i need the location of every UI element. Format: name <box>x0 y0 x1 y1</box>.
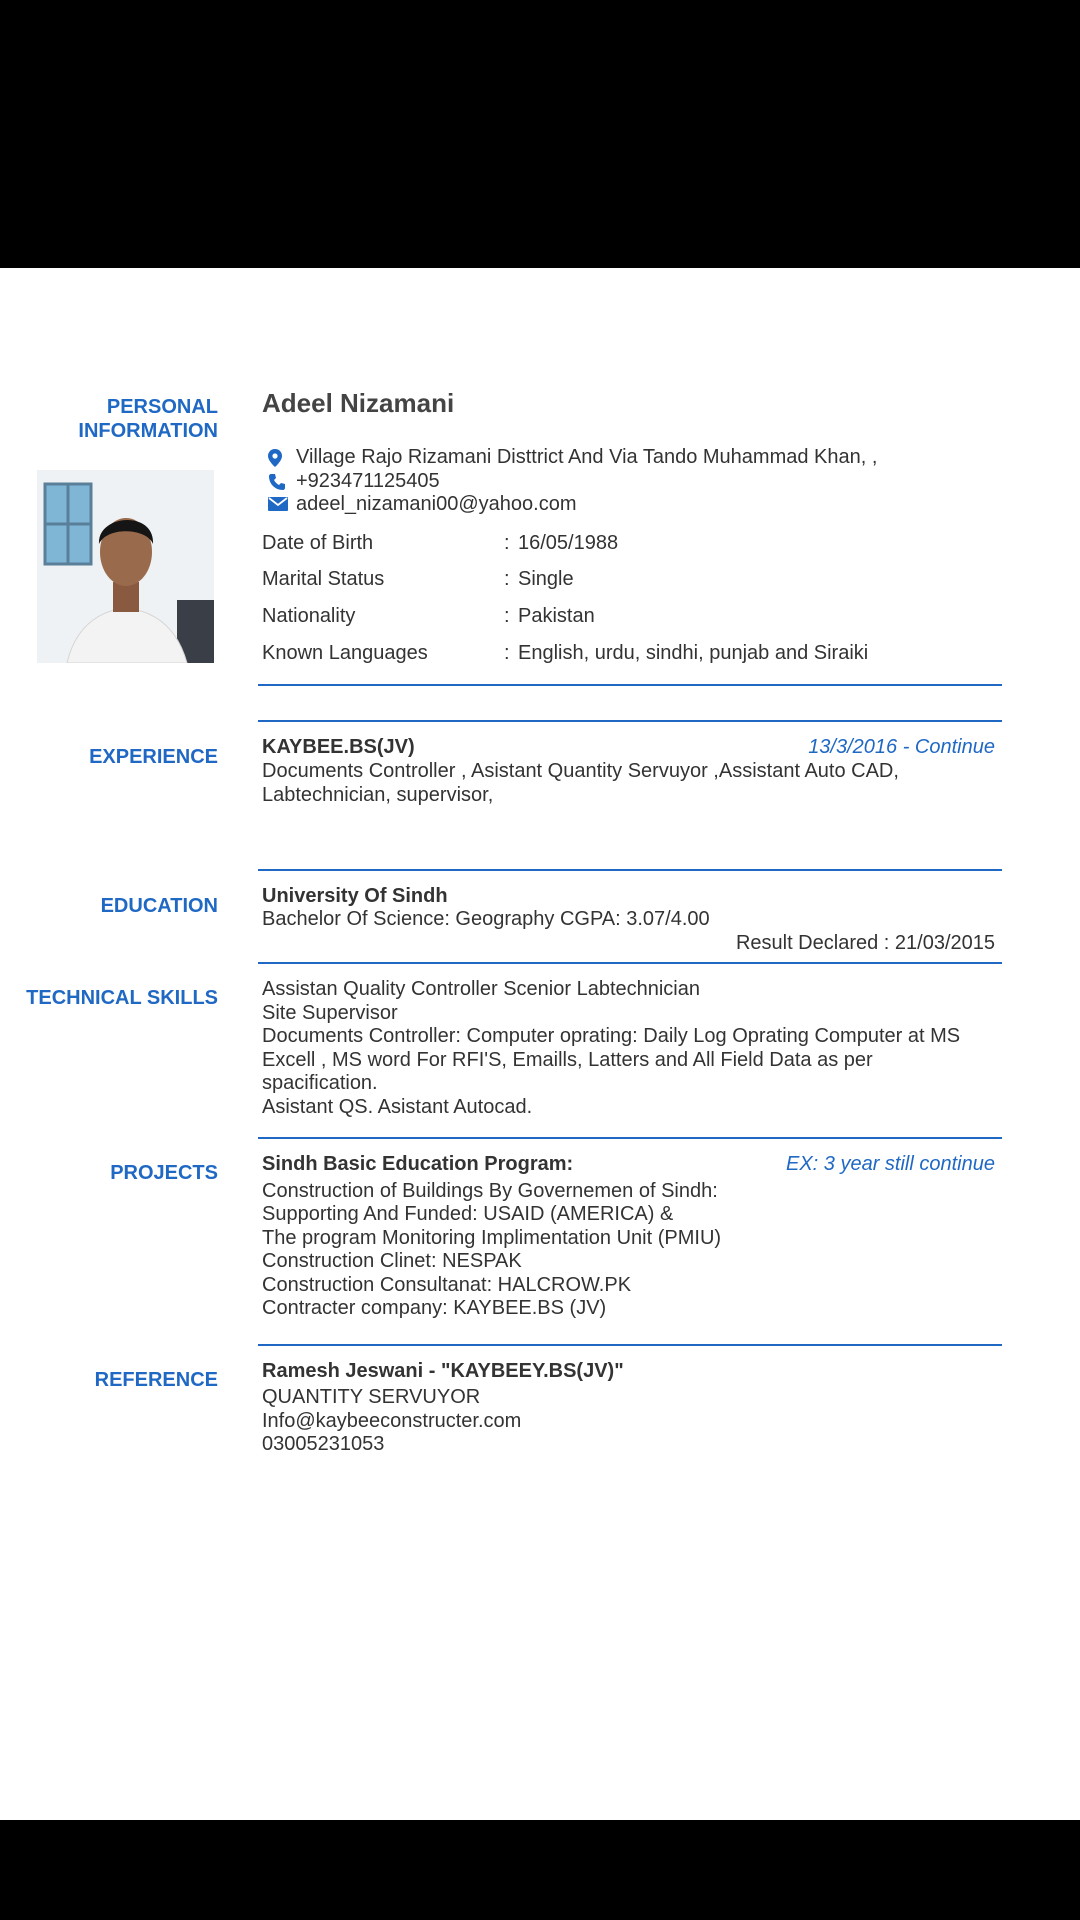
education-school: University Of Sindh <box>262 885 448 907</box>
project-line: Supporting And Funded: USAID (AMERICA) & <box>262 1203 674 1225</box>
divider <box>258 684 1002 686</box>
project-title: Sindh Basic Education Program: <box>262 1153 574 1175</box>
detail-value: English, urdu, sindhi, punjab and Siraiki <box>518 642 869 664</box>
detail-value: Pakistan <box>518 605 595 627</box>
project-line: Construction of Buildings By Governemen of Sindh: <box>262 1180 718 1202</box>
skills-line: Asistant QS. Asistant Autocad. <box>262 1096 533 1118</box>
skills-line: Documents Controller: Computer oprating: Daily Log Oprating Computer at MS <box>262 1025 961 1047</box>
section-label-projects: PROJECTS <box>110 1162 218 1184</box>
phone-text: +923471125405 <box>296 470 440 492</box>
experience-line: Documents Controller , Asistant Quantity Servuyor ,Assistant Auto CAD, <box>262 760 899 782</box>
experience-dates: 13/3/2016 - Continue <box>808 736 995 758</box>
detail-value: 16/05/1988 <box>518 532 619 554</box>
person-name: Adeel Nizamani <box>262 388 455 418</box>
address-text: Village Rajo Rizamani Disttrict And Via Tando Muhammad Khan, , <box>296 446 878 468</box>
experience-line: Labtechnician, supervisor, <box>262 784 494 806</box>
divider <box>258 720 1002 722</box>
email-text: adeel_nizamani00@yahoo.com <box>296 493 577 515</box>
detail-colon: : <box>504 532 510 554</box>
reference-line: 03005231053 <box>262 1433 385 1455</box>
reference-line: Info@kaybeeconstructer.com <box>262 1410 522 1432</box>
skills-line: Excell , MS word For RFI'S, Emaills, Latters and All Field Data as per <box>262 1049 873 1071</box>
project-line: Construction Clinet: NESPAK <box>262 1250 522 1272</box>
profile-photo <box>37 470 214 663</box>
profile-photo-image <box>37 470 214 663</box>
detail-value: Single <box>518 568 574 590</box>
education-result: Result Declared : 21/03/2015 <box>735 932 995 954</box>
experience-company: KAYBEE.BS(JV) <box>262 736 415 758</box>
skills-line: spacification. <box>262 1072 378 1094</box>
divider <box>258 1344 1002 1346</box>
reference-name: Ramesh Jeswani - "KAYBEEY.BS(JV)" <box>262 1360 624 1382</box>
divider <box>258 1137 1002 1139</box>
detail-label: Marital Status <box>262 568 385 590</box>
skills-line: Assistan Quality Controller Scenior Labtechnician <box>262 978 700 1000</box>
detail-colon: : <box>504 605 510 627</box>
reference-line: QUANTITY SERVUYOR <box>262 1386 481 1408</box>
divider <box>258 962 1002 964</box>
section-label-reference: REFERENCE <box>94 1369 218 1391</box>
section-label-skills: TECHNICAL SKILLS <box>26 987 218 1009</box>
project-line: Construction Consultanat: HALCROW.PK <box>262 1274 632 1296</box>
email-icon <box>268 496 288 512</box>
project-duration: EX: 3 year still continue <box>786 1153 995 1175</box>
education-degree: Bachelor Of Science: Geography CGPA: 3.07/4.00 <box>262 908 710 930</box>
project-line: The program Monitoring Implimentation Unit (PMIU) <box>262 1227 722 1249</box>
section-label-experience: EXPERIENCE <box>89 746 218 768</box>
detail-colon: : <box>504 642 510 664</box>
detail-label: Date of Birth <box>262 532 374 554</box>
section-label-education: EDUCATION <box>100 895 218 917</box>
detail-label: Known Languages <box>262 642 428 664</box>
skills-line: Site Supervisor <box>262 1002 398 1024</box>
phone-icon <box>268 473 286 491</box>
section-label-personal: PERSONAL INFORMATION <box>78 396 218 442</box>
project-line: Contracter company: KAYBEE.BS (JV) <box>262 1297 607 1319</box>
detail-label: Nationality <box>262 605 356 627</box>
location-pin-icon <box>268 449 282 467</box>
divider <box>258 869 1002 871</box>
detail-colon: : <box>504 568 510 590</box>
